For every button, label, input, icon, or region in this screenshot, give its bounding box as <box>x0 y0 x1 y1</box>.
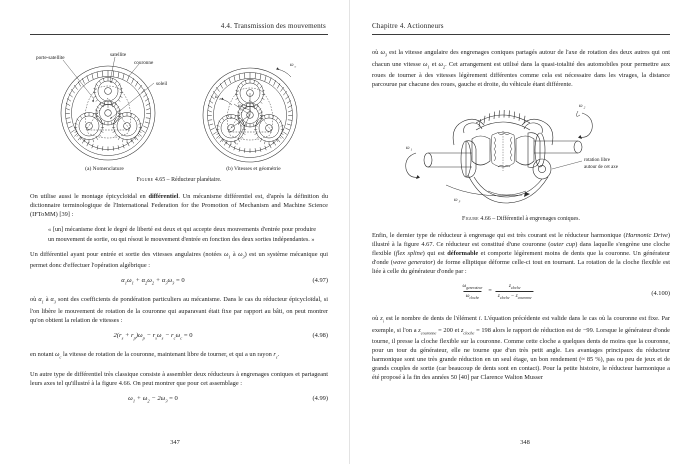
label-omega-1-sub: 1 <box>410 147 413 152</box>
figure-4-66 <box>372 99 670 222</box>
equation-4-100-left-fraction: $\frac{\omega_{generateur}}{\omega_{cloche}}$ <box>462 283 483 300</box>
annotation-rotation-libre-line1: rotation libre <box>584 158 610 164</box>
equation-4-97 <box>30 277 328 288</box>
figure-4-65 <box>30 47 328 183</box>
label-omega-s: ω <box>238 104 242 110</box>
figure-4-65-subcaptions <box>30 166 328 172</box>
folio-left: 347 <box>170 439 180 446</box>
annotation-rotation-libre-line2: autour de cet axe <box>584 165 619 171</box>
equation-4-98-expression: $2(r_s + r_p)\omega_p - r_s\omega_s - r_c\omega_c = 0$ <box>113 332 193 341</box>
figure-4-65-caption <box>30 177 328 183</box>
running-head-left: 4.4. Transmission des mouvements <box>30 22 328 35</box>
label-omega-c: ω <box>290 63 294 69</box>
label-omega-s-sub: s <box>242 105 244 110</box>
label-omega-2: ω <box>579 104 583 110</box>
label-omega-1: ω <box>406 146 410 152</box>
equation-4-100 <box>372 283 670 307</box>
figure-4-66-caption-text: 4.66 – Différentiel à engrenages coniques. <box>480 216 580 223</box>
blockquote-iftomm-definition: « [un] mécanisme dont le degré de liberté est deux et qui accepte deux mouvements d'entrée pour produire un mouvement de sortie, ou qui résout le mouvement d'entrée en fonction des deux sorties indépendantes. » <box>48 226 316 243</box>
term-differentiel: différentiel <box>148 192 179 200</box>
page-right <box>350 0 700 464</box>
figure-4-66-caption-word: Figure <box>462 216 481 223</box>
label-omega-p-sub: p <box>219 96 222 101</box>
label-omega-3: ω <box>454 198 458 204</box>
equation-4-98-number: (4.98) <box>312 332 328 340</box>
paragraph-differentiel-intro: On utilise aussi le montage épicycloïdal en différentiel. Un mécanisme différentiel est, d'après la définition du dictionnaire terminologique de l'International Federation for the Promotion of Mechanism and Machine Science (IFToMM) [39] : <box>30 192 328 218</box>
paragraph-coefficients: où $\alpha_1$ à $\alpha_3$ sont des coefficients de pondération particuliers au mécanisme. Dans le cas du réducteur épicycloïdal, si l'on libère le mouvement de rotation de la couronne qui auparavant était fixe par rapport au bâti, on peut montrer qu'on obtient la relation de vitesses : <box>30 296 328 324</box>
label-omega-p: ω <box>215 95 219 101</box>
equation-4-100-right-fraction: $\frac{z_{cloche}}{z_{cloche} - z_{couronne}}$ <box>497 283 532 300</box>
label-omega-3-sub: 3 <box>458 199 461 204</box>
equation-4-98 <box>30 332 328 343</box>
equation-4-99 <box>30 395 328 406</box>
label-couronne: couronne <box>134 60 154 67</box>
subcaption-a: (a) Nomenclature <box>85 166 124 173</box>
figure-4-65-caption-word: Figure <box>136 177 155 184</box>
figure-4-66-row <box>372 99 670 211</box>
folio-right: 348 <box>520 439 530 446</box>
equation-4-97-expression: $\alpha_1\omega_1 + \alpha_2\omega_2 + \alpha_3\omega_3 = 0$ <box>121 277 185 286</box>
paragraph-harmonic-drive: Enfin, le dernier type de réducteur à engrenage qui est très courant est le réducteur harmonique (Harmonic Drive) illustré à la figure 4.67. Ce réducteur est constitué d'une couronne (outer cup) dans laquelle s'engrène une cloche flexible (flex spline) qui est déformable et comporte légèrement moins de dents que la couronne. Un générateur d'onde (wave generator) de forme elliptique déforme celle-ci tout en tournant. La rotation de la cloche flexible est liée à celle du générateur d'onde par : <box>372 231 671 276</box>
subcaption-b: (b) Vitesses et géométrie <box>226 166 281 173</box>
label-omega-2-sub: 2 <box>583 105 586 110</box>
paragraph-bevel-differential: Un autre type de différentiel très classique consiste à assembler deux réducteurs à engrenages coniques et partageant leurs axes tel qu'illustré à la figure 4.66. On peut montrer que pour cet assemblage : <box>30 370 328 387</box>
label-r-c-sub: c <box>236 141 239 146</box>
running-head-right: Chapitre 4. Actionneurs <box>372 22 670 35</box>
label-r-s: r <box>238 122 240 128</box>
figure-4-66-caption <box>372 216 670 222</box>
label-satellite: satellite <box>110 52 127 59</box>
label-omega-c-sub: c <box>294 64 297 69</box>
label-r-s-sub: s <box>240 123 242 128</box>
equation-4-97-number: (4.97) <box>312 277 328 285</box>
figure-4-65-caption-text: 4.65 – Réducteur planétaire. <box>154 177 222 184</box>
bevel-gear-differential-drawing <box>376 99 666 211</box>
equation-4-99-expression: $\omega_1 + \omega_2 - 2\omega_3 = 0$ <box>128 394 178 404</box>
label-r-p-sub: p <box>230 115 233 120</box>
figure-4-65-row <box>30 47 328 165</box>
paragraph-omega-c-note: en notant $\omega_c$ la vitesse de rotation de la couronne, maintenant libre de tourner, et qui a un rayon $r_c$. <box>30 351 280 360</box>
label-porte-satellite: porte-satellite <box>36 55 65 62</box>
paragraph-reduction-ratio: où $z_i$ est le nombre de dents de l'élément i. L'équation précédente est valide dans le cas où la couronne est fixe. Par exemple, si l'on a $z_{couronne} = 200$ et $z_{cloche} = 198$ alors le rapport de réduction est de −99. Lorsque le générateur d'onde tourne, il presse la cloche flexible sur la couronne. Comme cette cloche a quelques dents de moins que la couronne, pour un tour du générateur, elle ne tourne que d'un très petit angle. Les avantages principaux du réducteur harmonique sont une très grande réduction en un seul étage, un bon rendement (≈ 85 %), pas ou peu de jeux et de grands couples de sortie (car beaucoup de dents sont en contact). Pour la petite histoire, le réducteur harmonique a été proposé à la fin des années 50 [40] par Clarence Walton Musser <box>372 315 670 382</box>
label-soleil: soleil <box>156 81 168 88</box>
planetary-gear-nomenclature-drawing <box>36 47 178 165</box>
equation-4-99-number: (4.99) <box>312 394 328 402</box>
planetary-gear-velocity-drawing <box>184 47 322 165</box>
paragraph-omega3-explanation: où $\omega_3$ est la vitesse angulaire des engrenages coniques partagés autour de l'axe de rotation des deux autres qui ont chacun une vitesse $\omega_1$ et $\omega_2$. Cet arrangement est utilisé dans la quasi-totalité des automobiles pour permettre aux roues de tourner à des vitesses légèrement différentes comme cela est nécessaire dans les virages, la distance parcourue par chacune des roues, gauche et droite, du véhicule étant différente. <box>372 49 670 89</box>
equation-4-100-number: (4.100) <box>651 290 670 298</box>
label-r-c: r <box>234 140 236 146</box>
label-r-p: r <box>228 114 230 120</box>
paragraph-differentiel-definition: Un différentiel ayant pour entrée et sortie des vitesses angulaires (notées $\omega_1$ à $\omega_3$) est un système mécanique qui permet donc d'effectuer l'opération algébrique : <box>30 251 328 270</box>
equation-4-100-expression: $\frac{\omega_{generateur}}{\omega_{cloche}}$ = $\frac{z_{cloche}}{z_{cloche} - z_{couronne}}$ <box>462 283 532 300</box>
